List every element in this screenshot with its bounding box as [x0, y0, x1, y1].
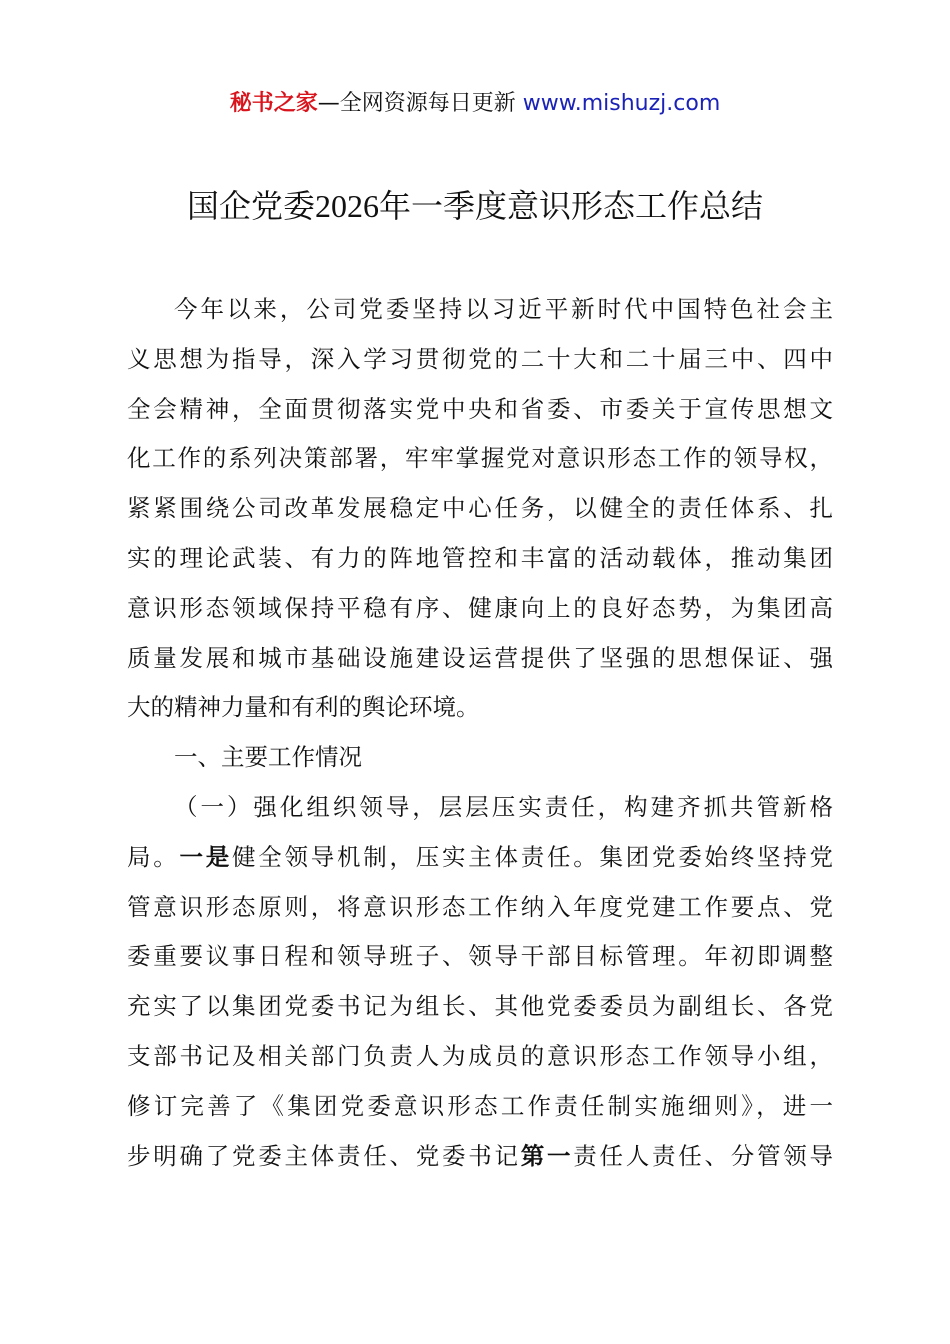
- title-suffix: 年一季度意识形态工作总结: [379, 187, 764, 225]
- paragraph-line: [127, 1132, 833, 1182]
- text-run: 责任人责任、分管领导: [573, 1141, 833, 1170]
- paragraph-line: 今年以来，公司党委坚持以习近平新时代中国特色社会主: [174, 295, 833, 323]
- paragraph-line: 化工作的系列决策部署，牢牢掌握党对意识形态工作的领导权，: [127, 444, 833, 473]
- paragraph-line: 全会精神，全面贯彻落实党中央和省委、市委关于宣传思想文: [127, 394, 833, 423]
- document-title: [0, 182, 950, 230]
- site-tagline: —全网资源每日更新: [317, 91, 523, 116]
- paragraph-line: 意识形态领域保持平稳有序、健康向上的良好态势，为集团高: [127, 593, 833, 622]
- document-body: [127, 285, 833, 1181]
- paragraph-line: [127, 833, 833, 883]
- paragraph-line: 紧紧围绕公司改革发展稳定中心任务，以健全的责任体系、扎: [127, 494, 833, 523]
- site-url-link[interactable]: www.mishuzj.com: [522, 91, 721, 116]
- text-run: 步明确了党委主体责任、党委书记: [127, 1141, 521, 1170]
- title-year: 2026: [315, 188, 379, 224]
- site-brand: 秘书之家: [229, 91, 318, 116]
- paragraph-line: 支部书记及相关部门负责人为成员的意识形态工作领导小组，: [127, 1041, 833, 1070]
- section-heading: 一、主要工作情况: [174, 743, 362, 772]
- paragraph-line: 修订完善了《集团党委意识形态工作责任制实施细则》，进一: [127, 1091, 833, 1120]
- site-header: [0, 88, 950, 120]
- paragraph-line: 大的精神力量和有利的舆论环境。: [127, 693, 480, 722]
- paragraph-line: 委重要议事日程和领导班子、领导干部目标管理。年初即调整: [127, 942, 833, 971]
- paragraph-line: 义思想为指导，深入学习贯彻党的二十大和二十届三中、四中: [127, 344, 833, 373]
- paragraph-line: 管意识形态原则，将意识形态工作纳入年度党建工作要点、党: [127, 892, 833, 921]
- text-run: 局。: [127, 842, 180, 871]
- paragraph-line: 质量发展和城市基础设施建设运营提供了坚强的思想保证、强: [127, 643, 833, 672]
- subsection-heading-line: （一）强化组织领导，层层压实责任，构建齐抓共管新格: [174, 792, 833, 821]
- title-prefix: 国企党委: [186, 187, 315, 225]
- text-run: 健全领导机制，压实主体责任。集团党委始终坚持党: [232, 842, 833, 871]
- bold-run: 第一: [520, 1141, 574, 1170]
- paragraph-line: 充实了以集团党委书记为组长、其他党委委员为副组长、各党: [127, 992, 833, 1021]
- paragraph-line: 实的理论武装、有力的阵地管控和丰富的活动载体，推动集团: [127, 543, 833, 572]
- bold-run: 一是: [179, 842, 232, 871]
